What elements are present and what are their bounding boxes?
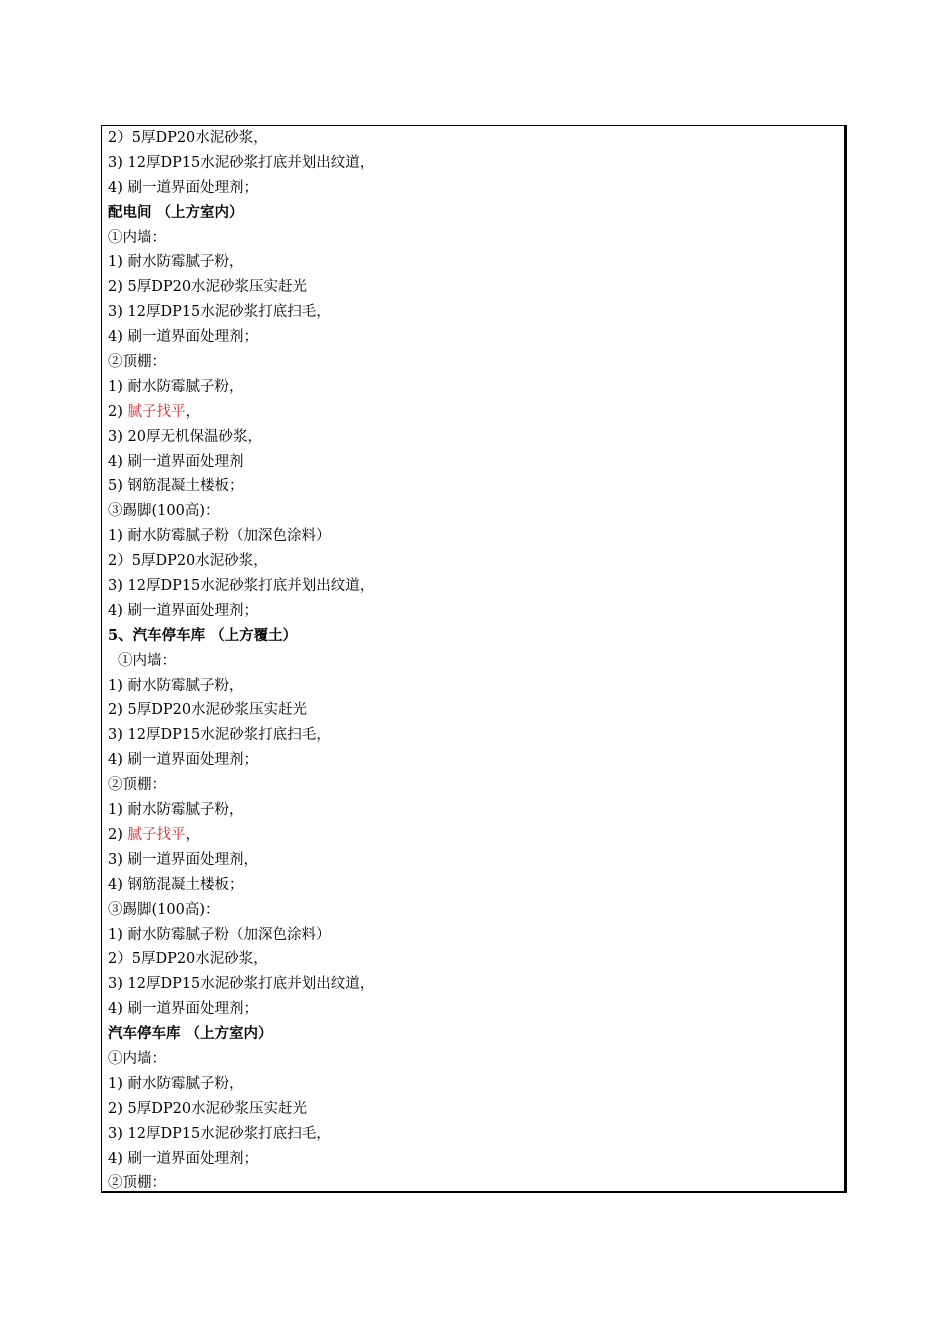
spec-line: 2）5厚DP20水泥砂浆， — [108, 130, 268, 146]
spec-line: 1) 耐水防霉腻子粉， — [108, 677, 244, 694]
spec-line: ②顶棚： — [108, 777, 166, 794]
spec-line: ②顶棚： — [108, 354, 166, 371]
section-heading: 配电间 （上方室内） — [108, 203, 244, 221]
spec-line: ①内墙： — [118, 652, 176, 669]
spec-line: 5) 钢筋混凝土楼板； — [108, 478, 244, 495]
spec-line: 4) 钢筋混凝土楼板； — [108, 876, 244, 893]
spec-line: 4) 刷一道界面处理剂； — [108, 179, 258, 196]
spec-line: 4) 刷一道界面处理剂； — [108, 752, 258, 769]
highlighted-text: 腻子找平 — [127, 403, 186, 420]
section-heading: 5、汽车停车库 （上方覆土） — [108, 626, 298, 644]
spec-line: 1) 耐水防霉腻子粉， — [108, 1075, 244, 1092]
spec-line: ③踢脚(100高)： — [108, 901, 220, 918]
spec-line: ②顶棚： — [108, 1175, 166, 1192]
spec-line: 2) 5厚DP20水泥砂浆压实赶光 — [108, 279, 308, 296]
spec-line: 3) 12厚DP15水泥砂浆打底并划出纹道， — [108, 976, 375, 993]
spec-line: 4) 刷一道界面处理剂 — [108, 453, 244, 470]
spec-line: 2）5厚DP20水泥砂浆， — [108, 951, 268, 968]
spec-line: 3) 12厚DP15水泥砂浆打底并划出纹道， — [108, 154, 375, 171]
spec-line: 4) 刷一道界面处理剂； — [108, 602, 258, 619]
spec-line: 3) 12厚DP15水泥砂浆打底扫毛， — [108, 1125, 331, 1142]
spec-line: 2) 5厚DP20水泥砂浆压实赶光 — [108, 702, 308, 719]
spec-line: 1) 耐水防霉腻子粉（加深色涂料） — [108, 528, 331, 545]
spec-line: 2）5厚DP20水泥砂浆， — [108, 553, 268, 570]
spec-line: 3) 12厚DP15水泥砂浆打底扫毛， — [108, 727, 331, 744]
spec-line: ①内墙： — [108, 1050, 166, 1067]
spec-line: 3) 12厚DP15水泥砂浆打底扫毛， — [108, 304, 331, 321]
line-suffix: ， — [185, 403, 200, 420]
highlighted-text: 腻子找平 — [127, 826, 186, 843]
spec-line: ①内墙： — [108, 229, 166, 246]
spec-line: 4) 刷一道界面处理剂； — [108, 1150, 258, 1167]
spec-text-body — [108, 126, 843, 1196]
spec-line: 1) 耐水防霉腻子粉， — [108, 254, 244, 271]
line-suffix: ， — [185, 826, 200, 843]
spec-line — [108, 400, 843, 425]
spec-line: 2) 5厚DP20水泥砂浆压实赶光 — [108, 1100, 308, 1117]
line-prefix: 2) — [108, 403, 128, 420]
spec-line: 3) 12厚DP15水泥砂浆打底并划出纹道， — [108, 578, 375, 595]
spec-line: 3) 刷一道界面处理剂， — [108, 851, 258, 868]
spec-line: 4) 刷一道界面处理剂； — [108, 1001, 258, 1018]
section-heading: 汽车停车库 （上方室内） — [108, 1025, 273, 1043]
spec-line — [108, 823, 843, 848]
spec-line: 3) 20厚无机保温砂浆， — [108, 428, 262, 445]
spec-line: 4) 刷一道界面处理剂； — [108, 329, 258, 346]
spec-line: 1) 耐水防霉腻子粉， — [108, 378, 244, 395]
spec-line: 1) 耐水防霉腻子粉（加深色涂料） — [108, 926, 331, 943]
spec-line: ③踢脚(100高)： — [108, 503, 220, 520]
line-prefix: 2) — [108, 826, 128, 843]
spec-line: 1) 耐水防霉腻子粉， — [108, 802, 244, 819]
